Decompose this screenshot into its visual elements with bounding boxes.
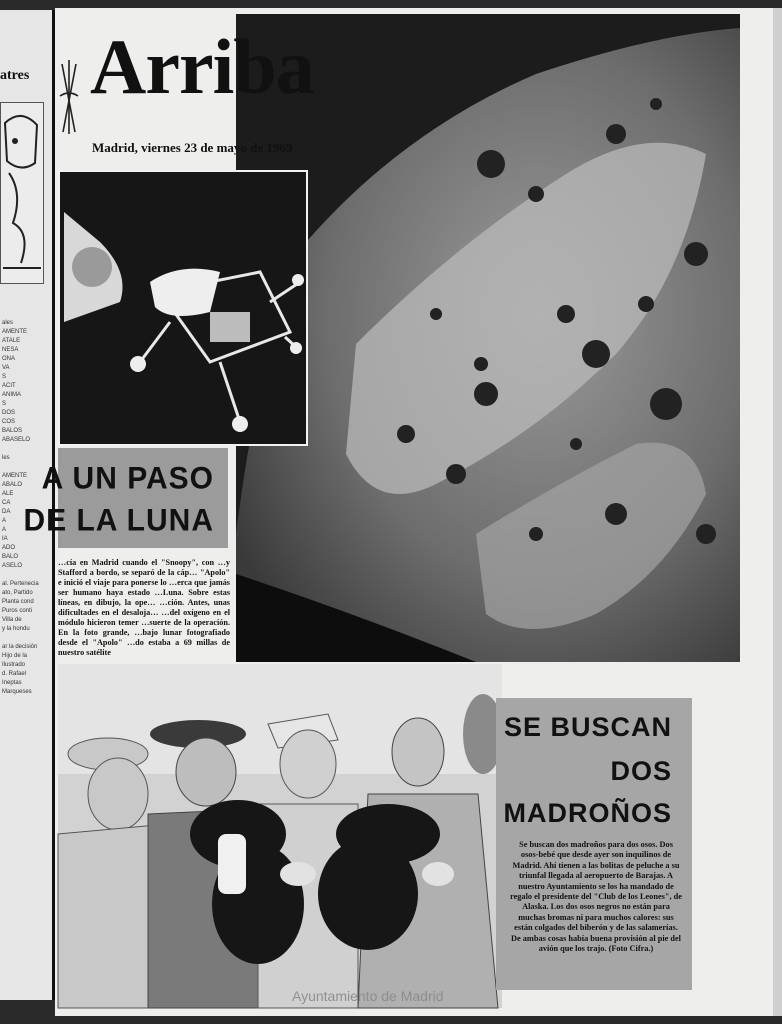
- adjacent-page-line: ar la decisión: [2, 644, 38, 650]
- adjacent-page-line: Villa de: [2, 617, 22, 623]
- adjacent-page-line: ASELO: [2, 563, 23, 569]
- adjacent-page-header: atres: [0, 68, 30, 83]
- moon-photo-caption: …cía en Madrid cuando el "Snoopy", con …y Stafford a bordo, se separó de la cáp… "Apolo" e inició el viaje para ponerse lo …erca que jamás ser humano haya estado …Luna. Sobre estas líneas, en dibujo, la ope… …ción. Antes, unas dificultades en el desaloja… …del oxígeno en el módulo hicieron temer …suerte de la operación. En la foto grande, …bajo lunar fotografiado desde el "Apolo" …do estaba a 69 millas de nuestro satélite: [58, 558, 230, 657]
- adjacent-page-line: S: [2, 374, 7, 380]
- archive-watermark: Ayuntamiento de Madrid: [292, 988, 444, 1004]
- adjacent-page-line: Puros conti: [2, 608, 33, 614]
- adjacent-page-line: DOS: [2, 410, 16, 416]
- newspaper-masthead: Arriba: [90, 23, 314, 110]
- bears-headline-line-3: MADROÑOS: [503, 798, 672, 828]
- adjacent-page-line: ales: [2, 320, 14, 326]
- bears-story-box: [496, 698, 692, 990]
- adjacent-page-line: Marqueses: [2, 689, 32, 695]
- adjacent-page-line: VA: [2, 365, 10, 371]
- adjacent-page-line: Ilustrado: [2, 662, 26, 668]
- bears-headline-line-1: SE BUSCAN: [503, 712, 672, 742]
- adjacent-page-line: ONA: [2, 356, 16, 362]
- adjacent-page-line: ACIT: [2, 383, 16, 389]
- adjacent-page-line: BALOS: [2, 428, 23, 434]
- adjacent-page-line: ABALO: [2, 482, 23, 488]
- adjacent-page-line: ato, Partido: [2, 590, 33, 596]
- bear-cubs-arrival-photo: [58, 664, 502, 1008]
- adjacent-page-line: IA: [2, 536, 8, 542]
- adjacent-page-line: AMENTE: [2, 329, 28, 335]
- bears-story-body: Se buscan dos madroños para dos osos. Dos osos-bebé que desde ayer son inquilinos de Madrid. Ahí tienen a las bolitas de peluche a su triunfal llegada al aeropuerto de Barajas. A nuestro Ayuntamiento se los ha mandado de regalo el presidente del "Club de los Leones", de Alaska. Los dos osos negros no están para muchas bromas ni para muchos calores: sus están colgados del biberón y de las salamerías. De ambas cosas había buena provisión al pie del avión que los trajo. (Foto Cifra.): [510, 840, 682, 954]
- adjacent-page-line: DA: [2, 509, 11, 515]
- adjacent-page-line: d. Rafael: [2, 671, 27, 677]
- adjacent-page-line: A: [2, 527, 7, 533]
- adjacent-page-line: al. Pertenecia: [2, 581, 39, 587]
- moon-headline-line-1: A UN PASO: [41, 461, 214, 496]
- adjacent-page-line: S: [2, 401, 7, 407]
- adjacent-page-line: NESA: [2, 347, 19, 353]
- adjacent-page-line: COS: [2, 419, 16, 425]
- lunar-module-drawing: [58, 170, 308, 446]
- adjacent-page-line: ABASELO: [2, 437, 31, 443]
- adjacent-page-line: Planta cond: [2, 599, 34, 605]
- moon-headline-box: [23, 448, 228, 548]
- adjacent-page-line: ALE: [2, 491, 14, 497]
- adjacent-page-line: AMENTE: [2, 473, 28, 479]
- adjacent-page-line: ADO: [2, 545, 16, 551]
- cartoon-fragment: [0, 102, 44, 284]
- adjacent-page-line: A: [2, 518, 7, 524]
- adjacent-page-line: CA: [2, 500, 11, 506]
- adjacent-page-line: Ineptas: [2, 680, 22, 686]
- adjacent-page-line: ATALE: [2, 338, 21, 344]
- issue-date: Madrid, viernes 23 de mayo de 1969: [92, 140, 293, 155]
- adjacent-page-line: les: [2, 455, 10, 461]
- adjacent-page-line: BALO: [2, 554, 19, 560]
- adjacent-page-line: y la hondu: [2, 626, 30, 632]
- moon-surface-photo: [236, 14, 740, 662]
- bears-headline-line-2: DOS: [610, 756, 672, 786]
- page-edge: [773, 8, 782, 1016]
- adjacent-page-line: Hijo de la: [2, 653, 28, 659]
- yoke-and-arrows-emblem: [58, 56, 80, 138]
- adjacent-page-line: ANIMA: [2, 392, 22, 398]
- moon-headline-line-2: DE LA LUNA: [23, 503, 214, 538]
